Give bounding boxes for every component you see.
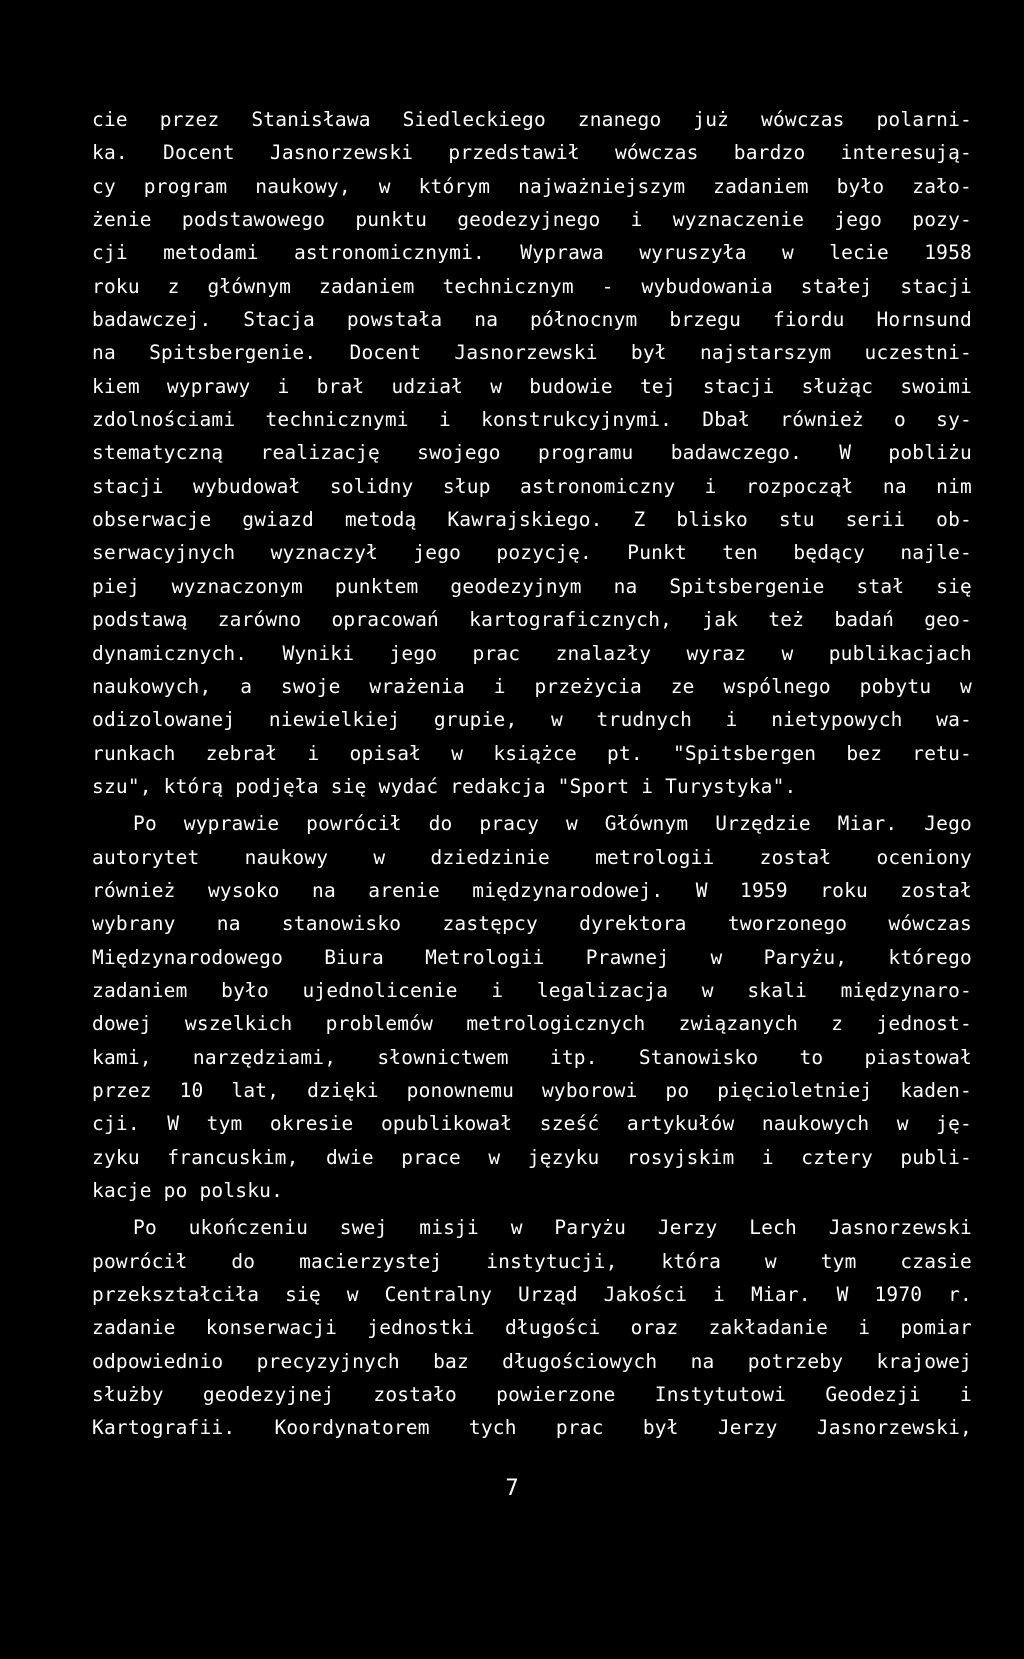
text-line: Po ukończeniu swej misji w Paryżu Jerzy Lech Jasnorzewski — [133, 1216, 972, 1240]
text-line: odizolowanej niewielkiej grupie, w trudnych i nietypowych wa- — [92, 708, 972, 732]
text-line: ka. Docent Jasnorzewski przedstawił wówczas bardzo interesują- — [92, 141, 972, 165]
text-line: podstawą zarówno opracowań kartograficznych, jak też badań geo- — [92, 608, 972, 632]
text-line: również wysoko na arenie międzynarodowej. W 1959 roku został — [92, 878, 972, 902]
text-line: autorytet naukowy w dziedzinie metrologii został oceniony — [92, 845, 972, 869]
text-line: dynamicznych. Wyniki jego prac znalazły wyraz w publikacjach — [92, 641, 972, 665]
text-line: na Spitsbergenie. Docent Jasnorzewski był najstarszym uczestni- — [92, 341, 972, 365]
text-line: zyku francuskim, dwie prace w języku rosyjskim i cztery publi- — [92, 1145, 972, 1169]
text-line: przekształciła się w Centralny Urząd Jakości i Miar. W 1970 r. — [92, 1283, 972, 1307]
text-line: stacji wybudował solidny słup astronomiczny i rozpoczął na nim — [92, 474, 972, 498]
text-line: naukowych, a swoje wrażenia i przeżycia ze wspólnego pobytu w — [92, 674, 972, 698]
text-line: kacje po polsku. — [92, 1179, 284, 1202]
text-line: dowej wszelkich problemów metrologicznych związanych z jednost- — [92, 1012, 972, 1036]
page-number: 7 — [505, 1476, 519, 1501]
text-line: roku z głównym zadaniem technicznym - wybudowania stałej stacji — [92, 274, 972, 298]
text-line: runkach zebrał i opisał w książce pt. "Spitsbergen bez retu- — [92, 741, 972, 765]
text-line: kiem wyprawy i brał udział w budowie tej stacji służąc swoimi — [92, 374, 972, 398]
body-text — [92, 103, 972, 1445]
paragraph-2 — [92, 807, 972, 1207]
text-line: Kartografii. Koordynatorem tych prac był Jerzy Jasnorzewski, — [92, 1416, 972, 1440]
text-line: serwacyjnych wyznaczył jego pozycję. Punkt ten będący najle- — [92, 541, 972, 565]
text-line: szu", którą podjęła się wydać redakcja "Sport i Turystyka". — [92, 774, 797, 798]
text-line: Międzynarodowego Biura Metrologii Prawnej w Paryżu, którego — [92, 945, 972, 969]
text-line: cji metodami astronomicznymi. Wyprawa wyruszyła w lecie 1958 — [92, 241, 972, 265]
text-line: zadanie konserwacji jednostki długości oraz zakładanie i pomiar — [92, 1316, 972, 1340]
text-line: obserwacje gwiazd metodą Kawrajskiego. Z blisko stu serii ob- — [92, 508, 972, 532]
text-line: zdolnościami technicznymi i konstrukcyjnymi. Dbał również o sy- — [92, 408, 972, 432]
paragraph-1 — [92, 103, 972, 803]
text-line: służby geodezyjnej zostało powierzone Instytutowi Geodezji i — [92, 1383, 972, 1407]
text-line: cie przez Stanisława Siedleckiego znanego już wówczas polarni- — [92, 108, 972, 131]
text-line: badawczej. Stacja powstała na północnym brzegu fiordu Hornsund — [92, 308, 972, 332]
text-line: stematyczną realizację swojego programu badawczego. W pobliżu — [92, 441, 972, 465]
text-line: wybrany na stanowisko zastępcy dyrektora tworzonego wówczas — [92, 912, 972, 936]
text-line: zadaniem było ujednolicenie i legalizacja w skali międzynaro- — [92, 978, 972, 1002]
text-line: żenie podstawowego punktu geodezyjnego i wyznaczenie jego pozy- — [92, 208, 972, 232]
text-line: cji. W tym okresie opublikował sześć artykułów naukowych w ję- — [92, 1112, 972, 1136]
paragraph-3 — [92, 1211, 972, 1444]
text-line: piej wyznaczonym punktem geodezyjnym na Spitsbergenie stał się — [92, 574, 972, 598]
text-line: kami, narzędziami, słownictwem itp. Stanowisko to piastował — [92, 1045, 972, 1069]
text-line: odpowiednio precyzyjnych baz długościowych na potrzeby krajowej — [92, 1349, 972, 1373]
text-line: przez 10 lat, dzięki ponownemu wyborowi po pięcioletniej kaden- — [92, 1078, 972, 1102]
text-line: cy program naukowy, w którym najważniejszym zadaniem było zało- — [92, 174, 972, 198]
text-line: powrócił do macierzystej instytucji, która w tym czasie — [92, 1249, 972, 1273]
text-line: Po wyprawie powrócił do pracy w Głównym Urzędzie Miar. Jego — [133, 812, 972, 836]
